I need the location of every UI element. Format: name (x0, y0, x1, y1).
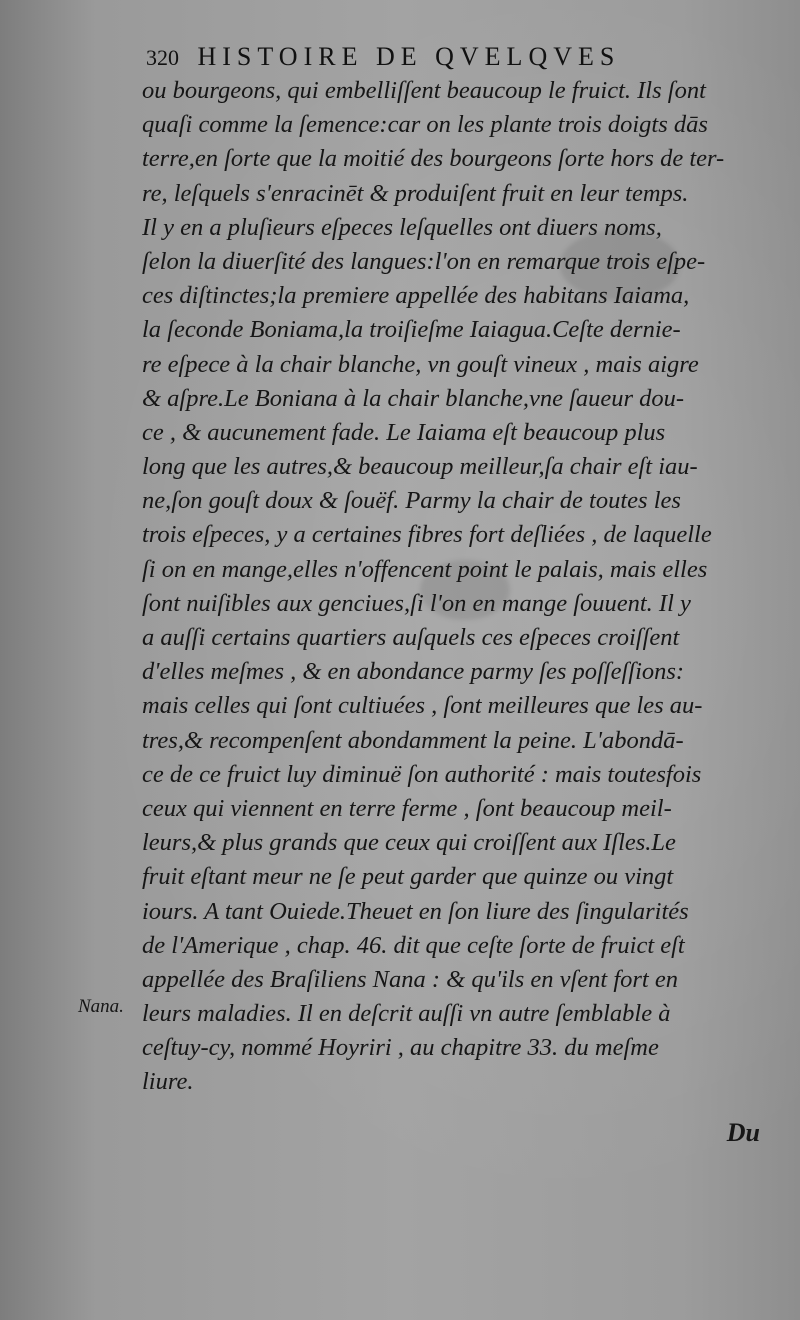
text-line: fruit eſtant meur ne ſe peut garder que quinze ou vingt (142, 863, 674, 891)
text-line: terre,en ſorte que la moitié des bourgeons ſorte hors de ter- (142, 145, 725, 173)
text-line: a auſſi certains quartiers auſquels ces eſpeces croiſſent (142, 624, 680, 651)
text-line: mais celles qui ſont cultiuées , ſont meilleures que les au- (142, 692, 703, 720)
text-line: Il y en a pluſieurs eſpeces leſquelles ont diuers noms, (142, 213, 662, 241)
text-line: ſelon la diuerſité des langues:l'on en remarque trois eſpe- (142, 247, 706, 275)
running-title: HISTOIRE DE QVELQVES (197, 42, 621, 71)
text-line: & aſpre.Le Boniana à la chair blanche,vne ſaueur dou- (142, 384, 685, 412)
text-line: ſont nuiſibles aux genciues,ſi l'on en mange ſouuent. Il y (142, 589, 691, 617)
text-line: tres,& recompenſent abondamment la peine. L'abondā- (142, 726, 684, 754)
text-line: quaſi comme la ſemence:car on les plante trois doigts dās (142, 111, 708, 139)
body-text (142, 74, 770, 1100)
text-line: ceſtuy-cy, nommé Hoyriri , au chapitre 33. du meſme (142, 1034, 659, 1062)
text-line: long que les autres,& beaucoup meilleur,ſa chair eſt iau- (142, 453, 698, 481)
text-line: ce , & aucunement fade. Le Iaiama eſt beaucoup plus (142, 418, 666, 446)
text-line: la ſeconde Boniama,la troiſieſme Iaiagua.Ceſte dernie- (142, 316, 681, 344)
text-line: ce de ce fruict luy diminuë ſon authorité : mais toutesfois (142, 760, 702, 788)
text-line: ne,ſon gouſt doux & ſouëf. Parmy la chair de toutes les (142, 487, 681, 515)
text-line: d'elles meſmes , & en abondance parmy ſes poſſeſſions: (142, 658, 685, 686)
text-line: leurs maladies. Il en deſcrit auſſi vn autre ſemblable à (142, 1000, 671, 1028)
text-line: leurs,& plus grands que ceux qui croiſſent aux Iſles.Le (142, 829, 676, 857)
margin-note: Nana. (78, 996, 124, 1017)
text-line: ces diſtinctes;la premiere appellée des habitans Iaiama, (142, 282, 690, 310)
text-line: ceux qui viennent en terre ferme , ſont beaucoup meil- (142, 794, 672, 822)
catchword: Du (726, 1118, 760, 1147)
running-head (146, 42, 706, 78)
page-number: 320 (146, 45, 179, 70)
text-line: de l'Amerique , chap. 46. dit que ceſte ſorte de fruict eſt (142, 931, 685, 959)
text-line: trois eſpeces, y a certaines fibres fort deſliées , de laquelle (142, 521, 712, 549)
text-line: ou bourgeons, qui embelliſſent beaucoup le fruict. Ils ſont (142, 77, 706, 104)
text-line: re, leſquels s'enracinēt & produiſent fruit en leur temps. (142, 179, 689, 207)
text-line: ſi on en mange,elles n'offencent point le palais, mais elles (142, 555, 708, 583)
text-line: iours. A tant Ouiede.Theuet en ſon liure des ſingularités (142, 897, 689, 925)
text-line: liure. (142, 1068, 194, 1096)
text-line: appellée des Braſiliens Nana : & qu'ils en vſent fort en (142, 965, 678, 993)
text-line: re eſpece à la chair blanche, vn gouſt vineux , mais aigre (142, 350, 699, 378)
